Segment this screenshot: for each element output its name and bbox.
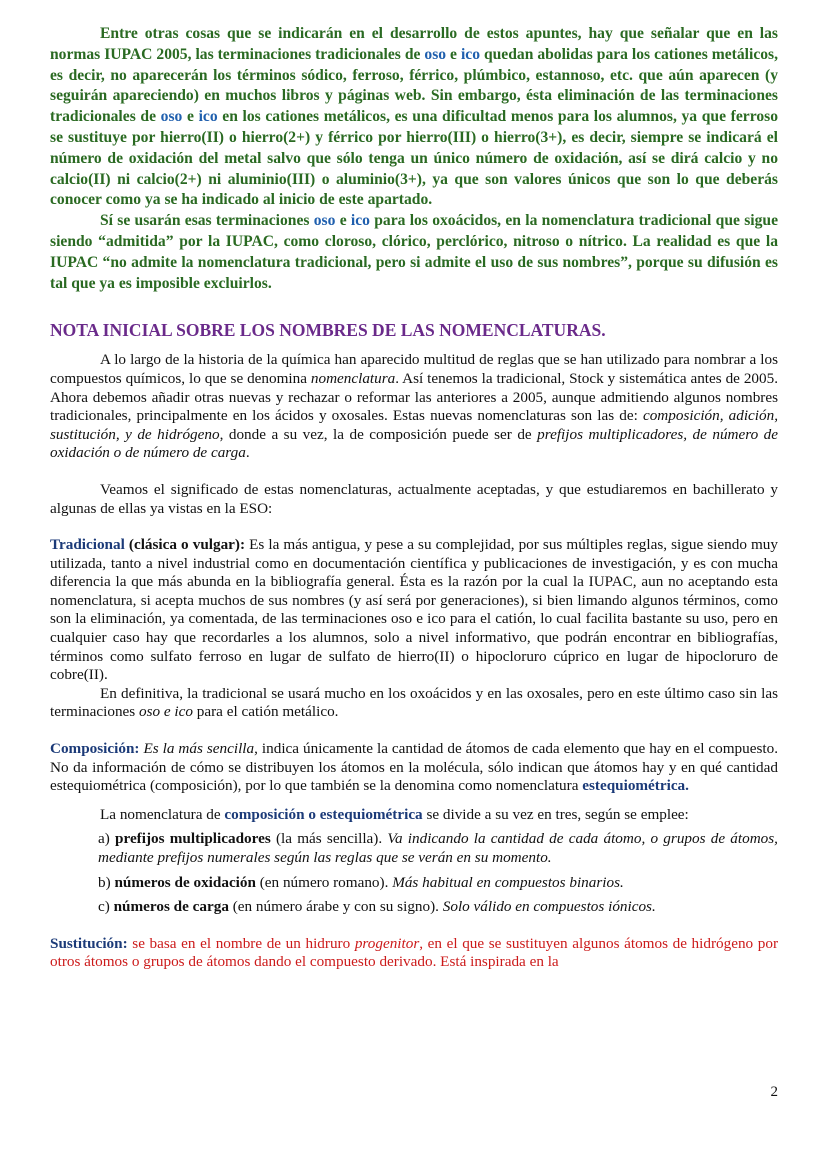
text-run: para los oxoácidos, en la nomenclatura tradicional que sigue siendo “admitida” por la IUPAC, como cloroso, clórico, perclórico, nitroso o nítrico. La realidad es que la IUPAC “no admite la nomenclatura tradicional, pero si admite el uso de sus nombres”, porque su difusión es tal que ya es imposible excluirlos. (50, 212, 779, 292)
text-run: quedan abolidas para los cationes metálicos, es decir, no aparecerán los términos sódico, ferroso, férrico, plúmbico, estannoso, etc. que aún aparecen (y seguirán apareciendo) en muchos libros y páginas web. Sin embargo, ésta eliminación de las terminaciones tradicionales de (50, 45, 779, 126)
intro-paragraph-2 (50, 211, 778, 294)
section-heading: NOTA INICIAL SOBRE LOS NOMBRES DE LAS NOMENCLATURAS. (50, 320, 606, 341)
text-run: oso e ico (138, 703, 193, 721)
text-run: , donde a su vez, la de composición puede ser de (219, 425, 538, 443)
text-run: se divide a su vez en tres, según se emplee: (422, 805, 689, 823)
list-item (98, 830, 778, 867)
tradicional-paragraph-1 (50, 536, 778, 685)
composicion-paragraph-1 (50, 740, 778, 796)
text-run: e (335, 212, 351, 230)
sustitucion-paragraph-1 (50, 935, 778, 972)
text-run: oso (424, 45, 447, 63)
text-run: Es la más sencilla (143, 740, 255, 758)
text-run: (clásica o vulgar): (124, 536, 246, 554)
text-run: oso (313, 212, 336, 230)
text-run: , en el que se sustituyen algunos átomos de hidrógeno por otros átomos o grupos de átomos dando el compuesto derivado. Está inspirada en la (50, 934, 779, 971)
text-run: Sustitución: (50, 934, 128, 952)
text-run: (la más sencilla). (270, 830, 388, 848)
text-run: . (245, 444, 250, 462)
text-run: a) (98, 830, 116, 848)
composicion-section (50, 740, 778, 917)
text-run: Entre otras cosas que se indicarán en el desarrollo de estos apuntes, hay que señalar que en las normas IUPAC 2005, las terminaciones tradicionales de (50, 25, 778, 63)
text-run: nomenclatura (310, 369, 396, 387)
text-run: (en número árabe y con su signo). (228, 898, 443, 916)
page-number: 2 (770, 1084, 778, 1100)
text-run: prefijos multiplicadores (115, 830, 271, 848)
text-run: En definitiva, la tradicional se usará mucho en los oxoácidos y en las oxosales, pero en este último caso sin las terminaciones (50, 684, 778, 721)
text-run: La nomenclatura de (100, 805, 225, 823)
text-run: oso (160, 108, 183, 126)
text-run: ico (350, 212, 370, 230)
tradicional-paragraph-2 (50, 685, 778, 722)
sustitucion-section (50, 935, 778, 972)
list-item (98, 874, 778, 893)
nota-paragraph-2 (50, 481, 778, 518)
text-run: composición, adición, sustitución, y de hidrógeno (50, 407, 778, 443)
nota-section (50, 351, 778, 518)
text-run: (en número romano). (255, 873, 393, 891)
text-run: ico (460, 45, 480, 63)
composicion-list (50, 830, 778, 916)
text-run: Tradicional (50, 536, 125, 554)
text-run: Veamos el significado de estas nomenclaturas, actualmente aceptadas, y que estudiaremos en bachillerato y algunas de ellas ya vistas en la ESO: (50, 480, 778, 517)
text-run: números de oxidación (114, 873, 256, 891)
text-run: en los cationes metálicos, es una dificultad menos para los alumnos, ya que ferroso se sustituye por hierro(II) o hierro(2+) y férrico por hierro(III) o hierro(3+), es decir, siempre se indicará el número de oxidación del metal salvo que sólo tenga un único número de oxidación, así se dirá calcio y no calcio(II) ni calcio(2+) ni aluminio(III) o aluminio(3+), ya que son valores únicos que son lo que deberás conocer como ya se ha indicado al inicio de este apartado. (50, 108, 778, 209)
text-run: e (446, 45, 461, 63)
nota-paragraph-1 (50, 351, 778, 463)
text-run: e (182, 108, 199, 126)
intro-section (50, 24, 778, 294)
text-run: Sí se usarán esas terminaciones (100, 212, 314, 230)
text-run: se basa en el nombre de un hidruro (127, 934, 355, 952)
tradicional-section (50, 536, 778, 722)
text-run: Solo válido en compuestos iónicos. (442, 898, 656, 916)
text-run: c) (98, 898, 114, 916)
text-run: b) (98, 873, 115, 891)
text-run: Va indicando la cantidad de cada átomo, o grupos de átomos, mediante prefijos numerales según las reglas que se verán en su momento. (98, 830, 778, 867)
text-run: para el catión metálico. (192, 703, 339, 721)
text-run: ico (198, 108, 218, 126)
text-run: composición o estequiométrica (224, 805, 423, 823)
text-run: progenitor (354, 934, 420, 952)
document-page (50, 24, 778, 972)
text-run: Más habitual en compuestos binarios. (392, 873, 624, 891)
text-run: , indica únicamente la cantidad de átomos de cada elemento que hay en el compuesto. No da información de cómo se distribuyen los átomos en la molécula, sólo indican que átomos hay y en qué cantidad estequiométrica (composición), por lo que también se la denomina como nomenclatura (50, 740, 779, 795)
text-run: A lo largo de la historia de la química han aparecido multitud de reglas que se han utilizado para nombrar a los compuestos químicos, lo que se denomina (50, 351, 778, 387)
intro-paragraph-1 (50, 24, 778, 211)
text-run: estequiométrica. (582, 777, 689, 795)
text-run: Es la más antigua, y pese a su complejidad, por sus múltiples reglas, sigue siendo muy utilizada, tanto a nivel industrial como en documentación científica y publicaciones de investigación, y es con mucha diferencia la que más abunda en la bibliografía general. Ésta es la razón por la cual la IUPAC, aun no aceptando esta nomenclatura, si acepta muchos de sus nombres (y así será por generaciones), si bien limando algunos términos, como son la eliminación, ya comentada, de las terminaciones oso e ico para el catión, lo cual facilita bastante su uso, pero en cualquier caso hay que recordarles a los alumnos, solo a nivel informativo, que podrán encontrar en bibliografías, términos como sulfato ferroso en lugar de sulfato de hierro(II) o hipocloruro cúprico en lugar de hipocloruro de cobre(II). (50, 536, 778, 684)
list-item (98, 898, 778, 917)
text-run: prefijos multiplicadores, de número de oxidación o de número de carga (50, 425, 779, 462)
text-run: números de carga (113, 898, 229, 916)
composicion-paragraph-2 (50, 806, 778, 825)
text-run: Composición: (50, 740, 140, 758)
text-run: . Así tenemos la tradicional, Stock y sistemática antes de 2005. Ahora debemos añadir otras nuevas y rechazar o reformar las anteriores a 2005, aunque admitiendo algunos nombres tradicionales, principalmente en los ácidos y oxosales. Estas nuevas nomenclaturas son las de: (50, 369, 778, 425)
